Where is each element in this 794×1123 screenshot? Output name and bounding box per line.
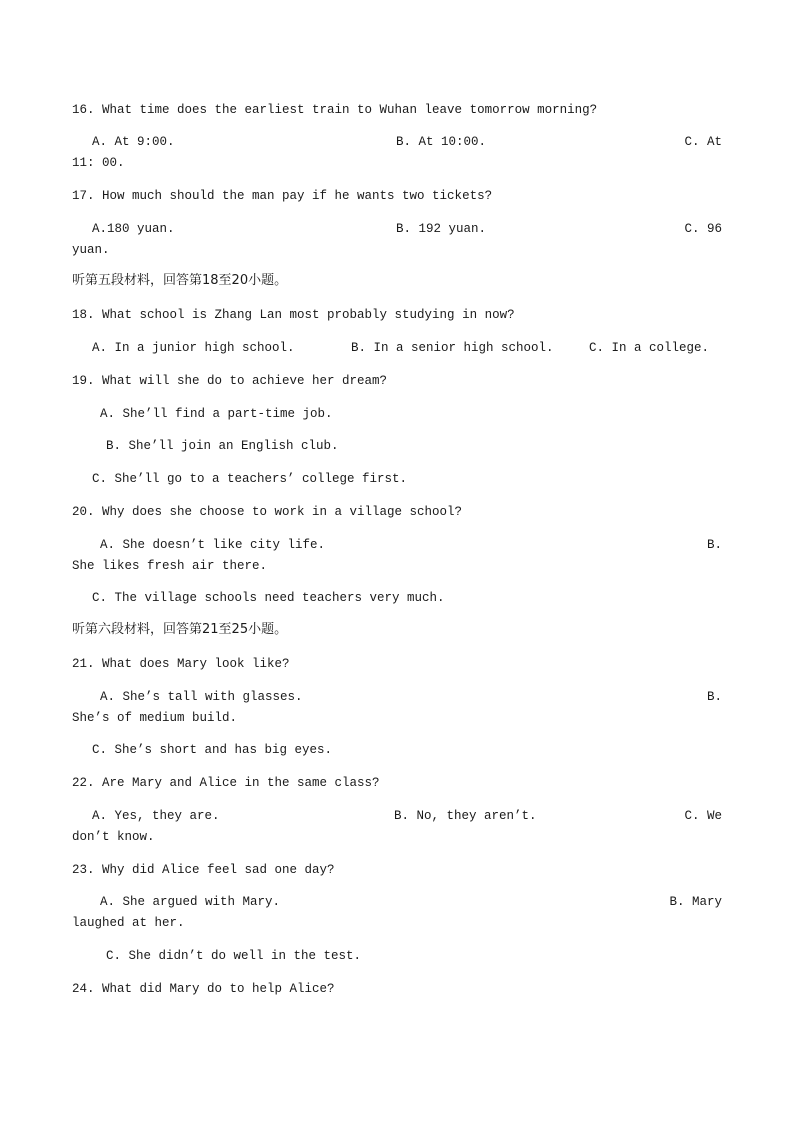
option-a: A. She argued with Mary. [100, 895, 281, 909]
question-20-stem: 20. Why does she choose to work in a village school? [72, 505, 463, 519]
option-a: A. She’ll find a part-time job. [100, 407, 333, 421]
option-b: B. No, they aren’t. [394, 809, 537, 823]
option-b-wrap: laughed at her. [72, 916, 185, 930]
question-22-stem: 22. Are Mary and Alice in the same class? [72, 776, 380, 790]
option-c: C. The village schools need teachers very much. [92, 591, 445, 605]
option-c: C. In a college. [589, 341, 710, 355]
option-a: A. She doesn’t like city life. [100, 538, 326, 552]
option-b: B. She’ll join an English club. [106, 439, 339, 453]
option-c: C. She didn’t do well in the test. [106, 949, 362, 963]
option-c-wrap: yuan. [72, 243, 110, 257]
option-c-wrap: don’t know. [72, 830, 155, 844]
option-a: A. In a junior high school. [92, 341, 295, 355]
option-a: A. Yes, they are. [92, 809, 220, 823]
option-a: A. At 9:00. [92, 135, 175, 149]
option-c: C. She’ll go to a teachers’ college first. [92, 472, 408, 486]
option-a: A. She’s tall with glasses. [100, 690, 303, 704]
option-b: B. [706, 538, 722, 552]
question-18-stem: 18. What school is Zhang Lan most probably studying in now? [72, 308, 515, 322]
option-b: B. In a senior high school. [351, 341, 554, 355]
question-21-stem: 21. What does Mary look like? [72, 657, 290, 671]
question-16-stem: 16. What time does the earliest train to Wuhan leave tomorrow morning? [72, 103, 598, 117]
question-23-stem: 23. Why did Alice feel sad one day? [72, 863, 335, 877]
option-c: C. At [684, 135, 722, 149]
option-b: B. At 10:00. [396, 135, 487, 149]
option-c: C. She’s short and has big eyes. [92, 743, 333, 757]
option-b-wrap: She likes fresh air there. [72, 559, 268, 573]
option-b: B. [706, 690, 722, 704]
option-c: C. 96 [684, 222, 722, 236]
option-b-wrap: She’s of medium build. [72, 711, 238, 725]
question-17-stem: 17. How much should the man pay if he wants two tickets? [72, 189, 493, 203]
option-c: C. We [684, 809, 722, 823]
section-6-instruction: 听第六段材料，回答第21至25小题。 [72, 622, 288, 637]
option-b: B. Mary [669, 895, 722, 909]
option-c-wrap: 11: 00. [72, 156, 125, 170]
option-a: A.180 yuan. [92, 222, 175, 236]
question-19-stem: 19. What will she do to achieve her dream? [72, 374, 388, 388]
question-24-stem: 24. What did Mary do to help Alice? [72, 982, 335, 996]
section-5-instruction: 听第五段材料，回答第18至20小题。 [72, 273, 288, 288]
option-b: B. 192 yuan. [396, 222, 487, 236]
